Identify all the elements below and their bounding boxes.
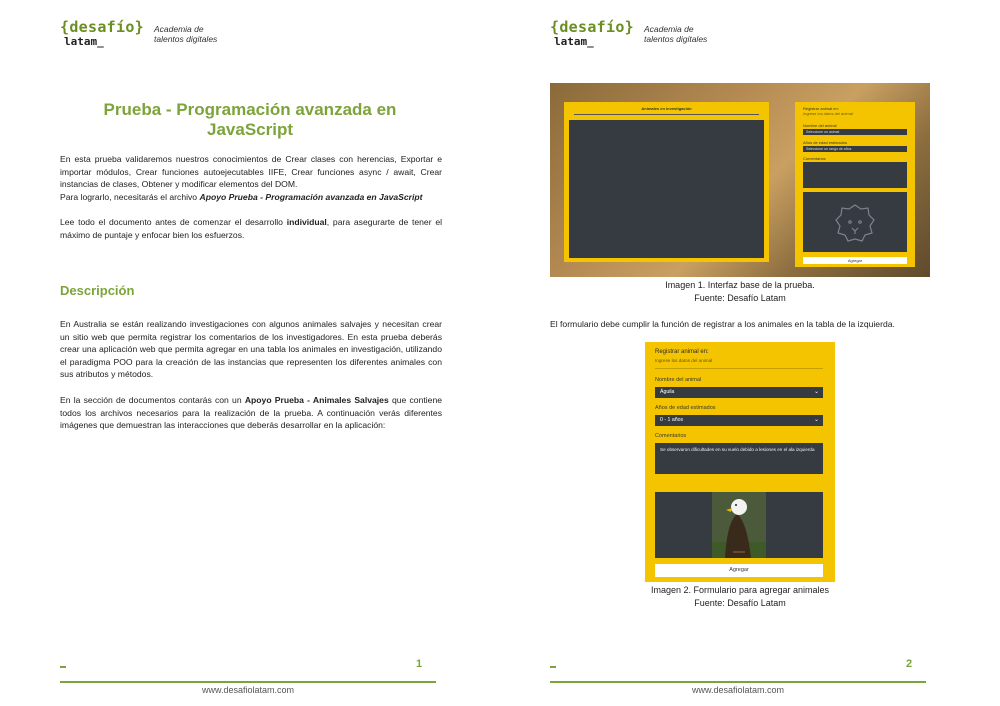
age-select-value: Seleccione un rango de años: [806, 147, 852, 151]
caption-1-line-1: Imagen 1. Interfaz base de la prueba.: [665, 280, 815, 290]
description-paragraph-2: [60, 394, 442, 432]
caption-2-line-1: Imagen 2. Formulario para agregar animales: [650, 585, 830, 595]
description-paragraph-1: En Australia se están realizando investigaciones con algunos animales salvajes y necesitan crear un sitio web que permita registrar los comentarios de los investigadores. En esta prueba deberás crear una aplicación web que permita agregar en una tabla los animales en investigación, utilizando el paradigma POO para la creación de las instancias que representen los diferentes animales con sus atributos y métodos.: [60, 319, 442, 379]
add-animal-button[interactable]: Agregar: [655, 564, 823, 577]
form2-name-label: Nombre del animal: [655, 377, 702, 383]
need-file-name: Apoyo Prueba - Programación avanzada en JavaScript: [199, 192, 423, 202]
caption-1-line-2: Fuente: Desafío Latam: [694, 292, 786, 303]
logo-tagline: Academia de talentos digitales: [643, 24, 708, 44]
caption-2-line-2: Fuente: Desafío Latam: [694, 597, 786, 608]
desafio-latam-logo: [60, 20, 234, 50]
logo-brand: {desafío}: [550, 18, 634, 36]
name-label: Nombre del animal: [803, 123, 837, 128]
age-select[interactable]: [803, 146, 907, 152]
need-file-prefix: Para lograrlo, necesitarás el archivo: [60, 192, 200, 202]
footer-divider: [60, 681, 436, 683]
name-select-value: Seleccione un animal: [806, 130, 840, 134]
form-requirement-text: El formulario debe cumplir la función de registrar a los animales en la tabla de la izquierda.: [550, 319, 895, 329]
name-select[interactable]: [803, 129, 907, 135]
read-bold: individual: [286, 217, 327, 227]
footer-url[interactable]: www.desafiolatam.com: [201, 685, 295, 695]
animal-age-value: 0 - 1 años: [660, 417, 684, 423]
footer-divider: [550, 681, 926, 683]
chevron-down-icon: ⌄: [813, 389, 819, 395]
read-prefix: Lee todo el documento antes de comenzar el desarrollo: [60, 217, 287, 227]
animal-name-value: Águila: [660, 389, 675, 395]
page-2: [490, 0, 980, 706]
footer-dash: [60, 666, 66, 668]
read-document-paragraph: [60, 216, 442, 241]
table-title-rule: [574, 114, 759, 115]
footer-dash: [550, 666, 556, 668]
form-title: Registrar animal en:: [803, 106, 839, 111]
read-suffix: , para asegurarte de tener el máximo de puntaje y enfocar bien los esfuerzos.: [60, 217, 443, 240]
desafio-latam-logo: [550, 20, 724, 50]
animal-preview-area: [803, 192, 907, 252]
logo-sub: latam_: [64, 35, 104, 48]
need-file-paragraph: [60, 191, 442, 204]
form2-divider: [655, 368, 823, 369]
form2-comments-label: Comentarios: [655, 433, 687, 439]
page-title: Prueba - Programación avanzada en JavaScript: [103, 100, 397, 139]
caption-image-1: [550, 279, 930, 304]
footer-url[interactable]: www.desafiolatam.com: [691, 685, 785, 695]
form2-title: Registrar animal en:: [655, 349, 709, 355]
interface-screenshot-image: [550, 83, 930, 277]
animals-table-area: [569, 120, 764, 258]
lion-icon: [803, 192, 907, 252]
form2-subtitle: Ingrese los datos del animal: [655, 358, 713, 363]
add-button[interactable]: [803, 257, 907, 264]
table-title: Animales en investigación: [641, 106, 692, 111]
desc2-suffix: que contiene todos los archivos necesarios para la realización de la prueba. A continuación verás diferentes imágenes que demuestran las interacciones que deberás desarrollar en la aplicación:: [60, 395, 442, 430]
form-subtitle: Ingrese los datos del animal: [803, 111, 853, 116]
caption-image-2: [550, 584, 930, 609]
comments-textarea[interactable]: [803, 162, 907, 188]
logo-sub: latam_: [554, 35, 594, 48]
comments-label: Comentarios: [803, 156, 826, 161]
form2-age-label: Años de edad estimados: [655, 405, 716, 411]
animal-age-select[interactable]: [655, 415, 823, 426]
register-form-panel: [795, 102, 915, 267]
age-label: Años de edad estimados: [803, 140, 848, 145]
page-number: 1: [416, 658, 423, 670]
animals-table-panel: [564, 102, 769, 262]
form-screenshot-image: [645, 342, 835, 582]
chevron-down-icon: ⌄: [813, 417, 819, 423]
comments-textarea[interactable]: Se observaron dificultades en su vuelo debido a lesiones en el ala izquierda: [655, 443, 823, 474]
desc2-bold: Apoyo Prueba - Animales Salvajes: [244, 395, 389, 405]
logo-tagline: Academia de talentos digitales: [153, 24, 218, 44]
eagle-photo: [655, 492, 823, 558]
page-1: [0, 0, 490, 706]
section-heading-descripcion: Descripción: [60, 283, 135, 298]
intro-paragraph: En esta prueba validaremos nuestros conocimientos de Crear clases con herencias, Exportar e importar módulos, Crear funciones autoejecutables IIFE, Crear funciones async / await, Crear instancias de clases, Obtener y modificar elementos del DOM.: [60, 154, 442, 189]
animal-name-select[interactable]: [655, 387, 823, 398]
page-number: 2: [906, 658, 913, 670]
animal-preview-area: [655, 492, 823, 558]
logo-brand: {desafío}: [60, 18, 144, 36]
add-button-label: Agregar: [847, 258, 863, 263]
desc2-prefix: En la sección de documentos contarás con un: [60, 395, 245, 405]
